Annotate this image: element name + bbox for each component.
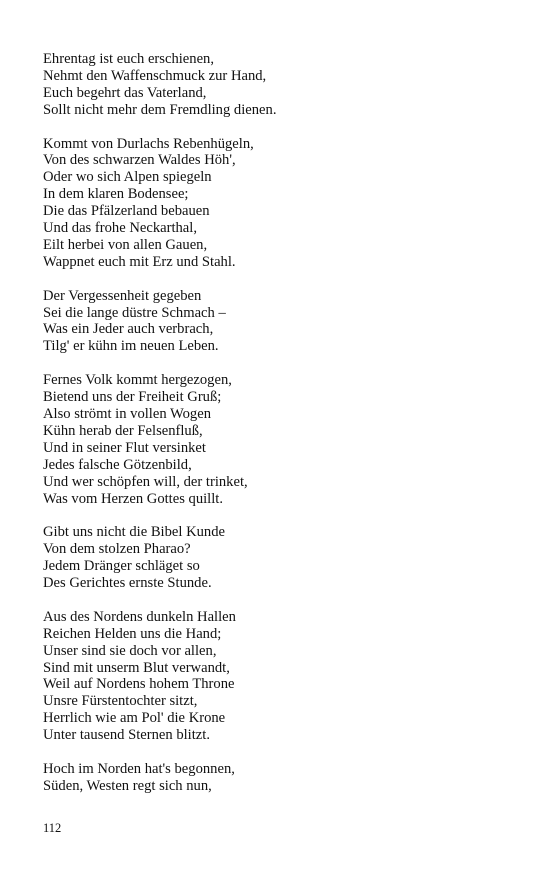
- poem-line: Fernes Volk kommt hergezogen,: [43, 372, 232, 389]
- poem-line: Sei die lange düstre Schmach –: [43, 304, 226, 321]
- poem-line: Bietend uns der Freiheit Gruß;: [43, 389, 222, 406]
- poem-line: Hoch im Norden hat's begonnen,: [43, 760, 235, 777]
- poem-line: Unter tausend Sternen blitzt.: [43, 727, 210, 744]
- poem-line: Und das frohe Neckarthal,: [43, 220, 197, 237]
- poem-line: Des Gerichtes ernste Stunde.: [43, 575, 212, 592]
- poem-line: Und wer schöpfen will, der trinket,: [43, 473, 248, 490]
- poem-line: Sind mit unserm Blut verwandt,: [43, 659, 230, 676]
- poem-line: Herrlich wie am Pol' die Krone: [43, 710, 226, 727]
- stanza: [43, 761, 523, 795]
- poem-line: Weil auf Nordens hohem Throne: [43, 676, 235, 693]
- poem-line: Kommt von Durlachs Rebenhügeln,: [43, 135, 254, 152]
- stanza: [43, 136, 523, 271]
- poem-line: Was vom Herzen Gottes quillt.: [43, 490, 223, 507]
- poem-line: Oder wo sich Alpen spiegeln: [43, 169, 212, 186]
- poem-line: Der Vergessenheit gegeben: [43, 287, 202, 304]
- poem-line: Unsre Fürstentochter sitzt,: [43, 693, 198, 710]
- poem-line: Gibt uns nicht die Bibel Kunde: [43, 524, 225, 541]
- poem-line: Euch begehrt das Vaterland,: [43, 84, 207, 101]
- poem-line: Reichen Helden uns die Hand;: [43, 625, 222, 642]
- poem-line: Nehmt den Waffenschmuck zur Hand,: [43, 67, 267, 84]
- poem-line: Und in seiner Flut versinket: [43, 439, 206, 456]
- stanza: [43, 609, 523, 744]
- page-number: 112: [43, 821, 62, 835]
- poem-line: Von dem stolzen Pharao?: [43, 541, 191, 558]
- poem-line: Was ein Jeder auch verbrach,: [43, 321, 214, 338]
- poem-text: [43, 51, 523, 795]
- poem-line: Die das Pfälzerland bebauen: [43, 203, 210, 220]
- poem-line: Von des schwarzen Waldes Höh',: [43, 152, 236, 169]
- stanza: [43, 524, 523, 592]
- poem-line: Aus des Nordens dunkeln Hallen: [43, 608, 236, 625]
- poem-line: Kühn herab der Felsenfluß,: [43, 422, 203, 439]
- stanza: [43, 288, 523, 356]
- poem-line: Wappnet euch mit Erz und Stahl.: [43, 253, 236, 270]
- poem-line: Jedem Dränger schläget so: [43, 558, 200, 575]
- poem-line: Eilt herbei von allen Gauen,: [43, 236, 208, 253]
- stanza: [43, 372, 523, 507]
- poem-line: Jedes falsche Götzenbild,: [43, 456, 192, 473]
- poem-line: Ehrentag ist euch erschienen,: [43, 51, 214, 67]
- poem-line: Sollt nicht mehr dem Fremdling dienen.: [43, 101, 277, 118]
- poem-line: In dem klaren Bodensee;: [43, 186, 189, 203]
- poem-line: Tilg' er kühn im neuen Leben.: [43, 338, 219, 355]
- poem-line: Unser sind sie doch vor allen,: [43, 642, 217, 659]
- poem-line: Süden, Westen regt sich nun,: [43, 777, 212, 794]
- poem-line: Also strömt in vollen Wogen: [43, 405, 211, 422]
- stanza: [43, 51, 523, 119]
